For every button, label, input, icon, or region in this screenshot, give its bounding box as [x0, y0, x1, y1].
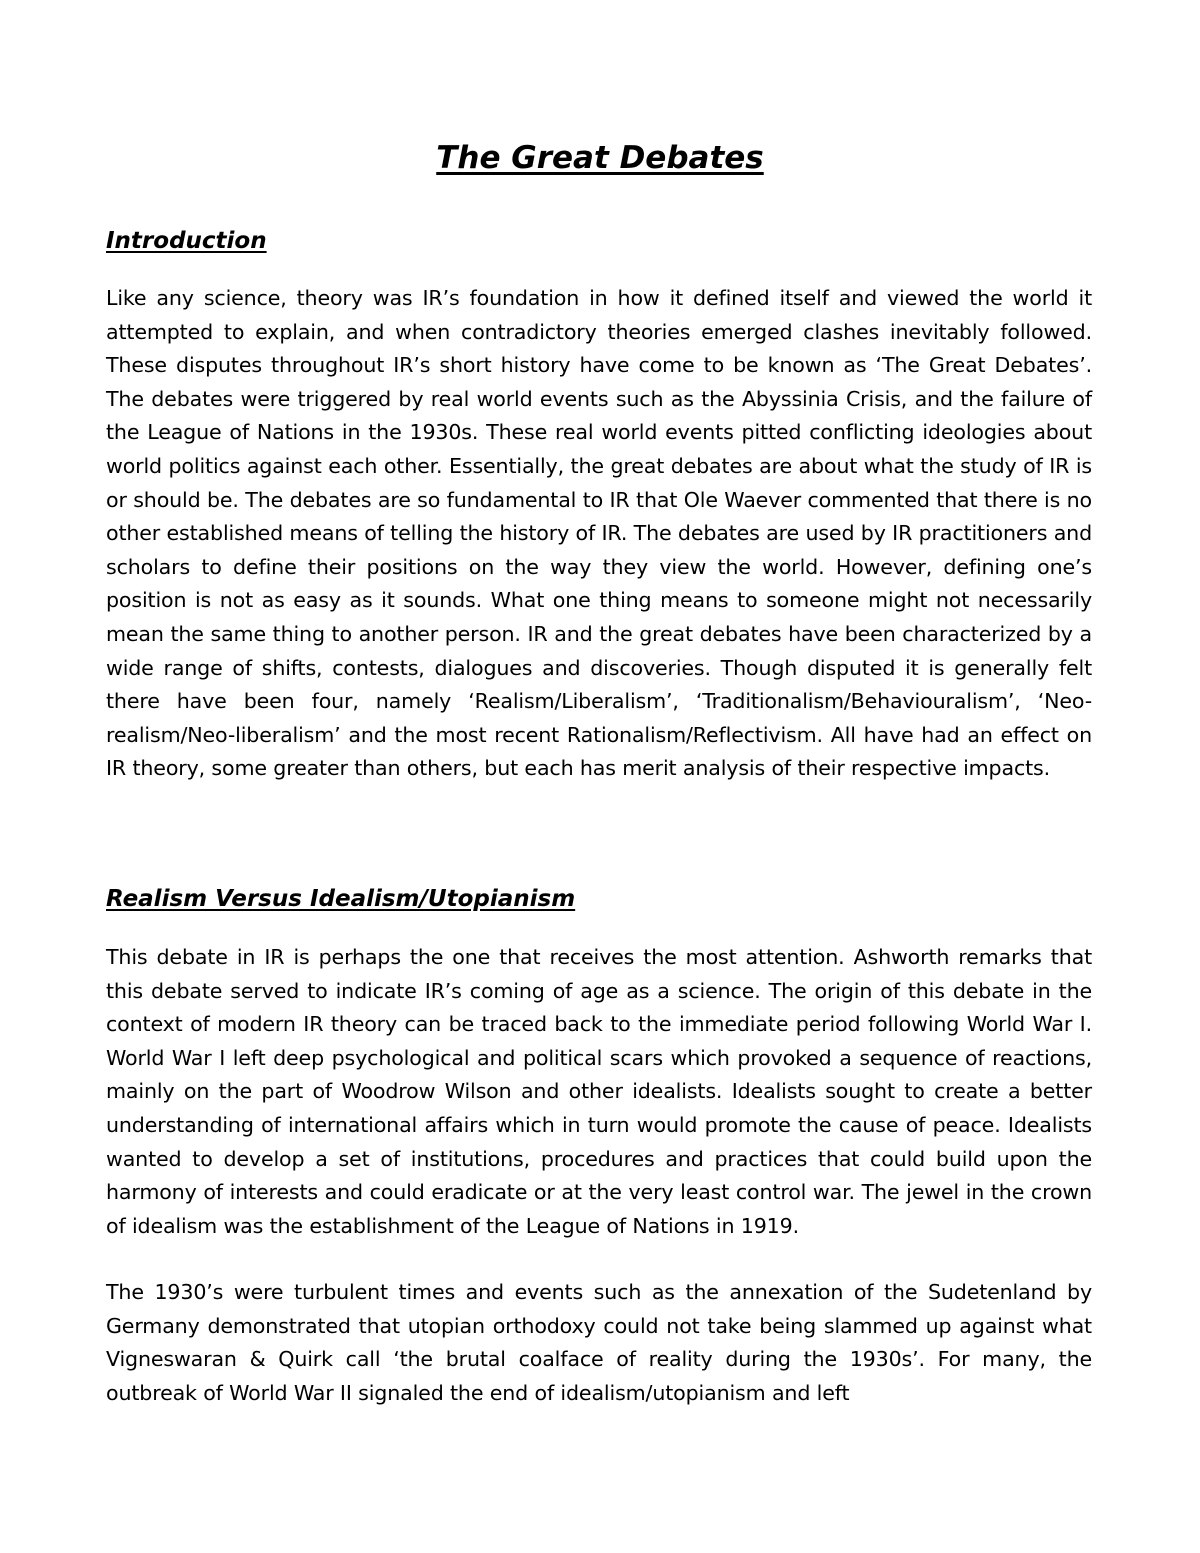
section-heading-realism-versus-idealism: Realism Versus Idealism/Utopianism [106, 886, 576, 912]
introduction-paragraph: Like any science, theory was IR’s foundation in how it defined itself and viewed the world it attempted to explain, and when contradictory theories emerged clashes inevitably followed. These disputes throughout IR’s short history have come to be known as ‘The Great Debates’. The debates were triggered by real world events such as the Abyssinia Crisis, and the failure of the League of Nations in the 1930s. These real world events pitted conflicting ideologies about world politics against each other. Essentially, the great debates are about what the study of IR is or should be. The debates are so fundamental to IR that Ole Waever commented that there is no other established means of telling the history of IR. The debates are used by IR practitioners and scholars to define their positions on the way they view the world. However, defining one’s position is not as easy as it sounds. What one thing means to someone might not necessarily mean the same thing to another person. IR and the great debates have been characterized by a wide range of shifts, contests, dialogues and discoveries. Though disputed it is generally felt there have been four, namely ‘Realism/Liberalism’, ‘Traditionalism/Behaviouralism’, ‘Neo-realism/Neo-liberalism’ and the most recent Rationalism/Reflectivism. All have had an effect on IR theory, some greater than others, but each has merit analysis of their respective impacts. [106, 286, 1092, 781]
section-heading-introduction: Introduction [106, 228, 267, 254]
document-title: The Great Debates [436, 140, 764, 176]
realism-paragraph: The 1930’s were turbulent times and events such as the annexation of the Sudetenland by Germany demonstrated that utopian orthodoxy could not take being slammed up against what Vigneswaran & Quirk call ‘the brutal coalface of reality during the 1930s’. For many, the outbreak of World War II signaled the end of idealism/utopianism and left [106, 1280, 1092, 1405]
realism-paragraph: This debate in IR is perhaps the one that receives the most attention. Ashworth remarks that this debate served to indicate IR’s coming of age as a science. The origin of this debate in the context of modern IR theory can be traced back to the immediate period following World War I. World War I left deep psychological and political scars which provoked a sequence of reactions, mainly on the part of Woodrow Wilson and other idealists. Idealists sought to create a better understanding of international affairs which in turn would promote the cause of peace. Idealists wanted to develop a set of institutions, procedures and practices that could build upon the harmony of interests and could eradicate or at the very least control war. The jewel in the crown of idealism was the establishment of the League of Nations in 1919. [106, 945, 1092, 1238]
